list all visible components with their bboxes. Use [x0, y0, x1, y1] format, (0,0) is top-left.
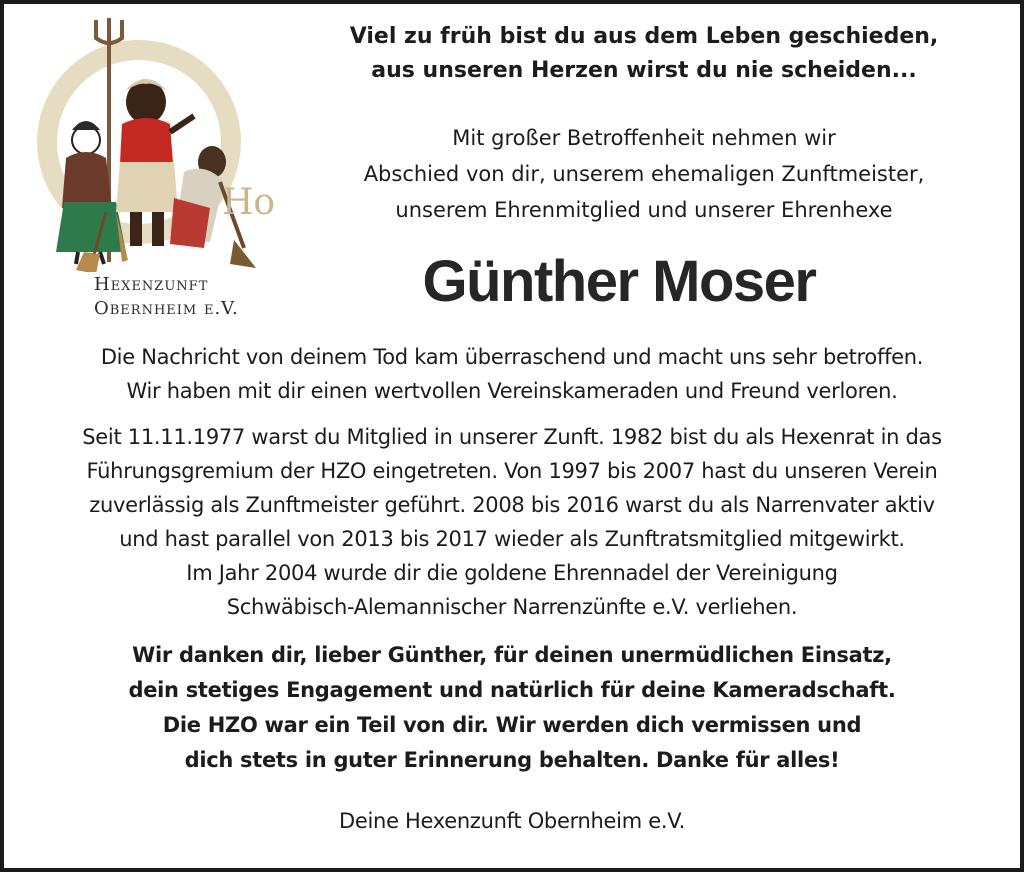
paragraph-line: Die Nachricht von deinem Tod kam überraschend und macht uns sehr betroffen. [100, 345, 924, 369]
intro-line: Mit großer Betroffenheit nehmen wir [452, 126, 836, 150]
thanks-block [12, 638, 1012, 778]
thanks-line: dein stetiges Engagement und natürlich für deine Kameradschaft. [128, 678, 896, 702]
paragraph-line: Wir haben mit dir einen wertvollen Vereinskameraden und Freund verloren. [126, 379, 898, 403]
paragraph-line: Schwäbisch-Alemannischer Narrenzünfte e.V. verliehen. [226, 595, 798, 619]
club-logo [34, 12, 284, 322]
intro-line: unserem Ehrenmitglied und unserer Ehrenhexe [395, 198, 893, 222]
intro-line: Abschied von dir, unserem ehemaligen Zunftmeister, [363, 162, 925, 186]
paragraph-biography [12, 420, 1012, 624]
verse-line: aus unseren Herzen wirst du nie scheiden... [371, 58, 917, 83]
logo-monogram: Ho [222, 182, 276, 223]
paragraph-line: Führungsgremium der HZO eingetreten. Von 1997 bis 2007 hast du unseren Verein [86, 459, 938, 483]
thanks-line: Die HZO war ein Teil von dir. Wir werden dich vermissen und [162, 713, 862, 737]
paragraph-line: Im Jahr 2004 wurde dir die goldene Ehrennadel der Vereinigung [186, 561, 838, 585]
memorial-verse [294, 20, 994, 88]
intro-text [294, 120, 994, 228]
logo-text-line1: Hexenzunft [94, 274, 209, 295]
paragraph-line: zuverlässig als Zunftmeister geführt. 2008 bis 2016 warst du als Narrenvater aktiv [89, 493, 935, 517]
paragraph-line: Seit 11.11.1977 warst du Mitglied in unserer Zunft. 1982 bist du als Hexenrat in das [82, 425, 942, 449]
signature: Deine Hexenzunft Obernheim e.V. [339, 809, 685, 833]
verse-line: Viel zu früh bist du aus dem Leben geschieden, [349, 24, 939, 49]
paragraph-line: und hast parallel von 2013 bis 2017 wieder als Zunftratsmitglied mitgewirkt. [119, 527, 905, 551]
thanks-line: Wir danken dir, lieber Günther, für deinen unermüdlichen Einsatz, [132, 643, 892, 667]
thanks-line: dich stets in guter Erinnerung behalten. Danke für alles! [184, 748, 840, 772]
logo-text-line2: Obernheim e.V. [94, 298, 239, 319]
paragraph-news [12, 340, 1012, 408]
witch-figures-illustration [34, 12, 284, 272]
deceased-name: Günther Moser [422, 249, 816, 314]
